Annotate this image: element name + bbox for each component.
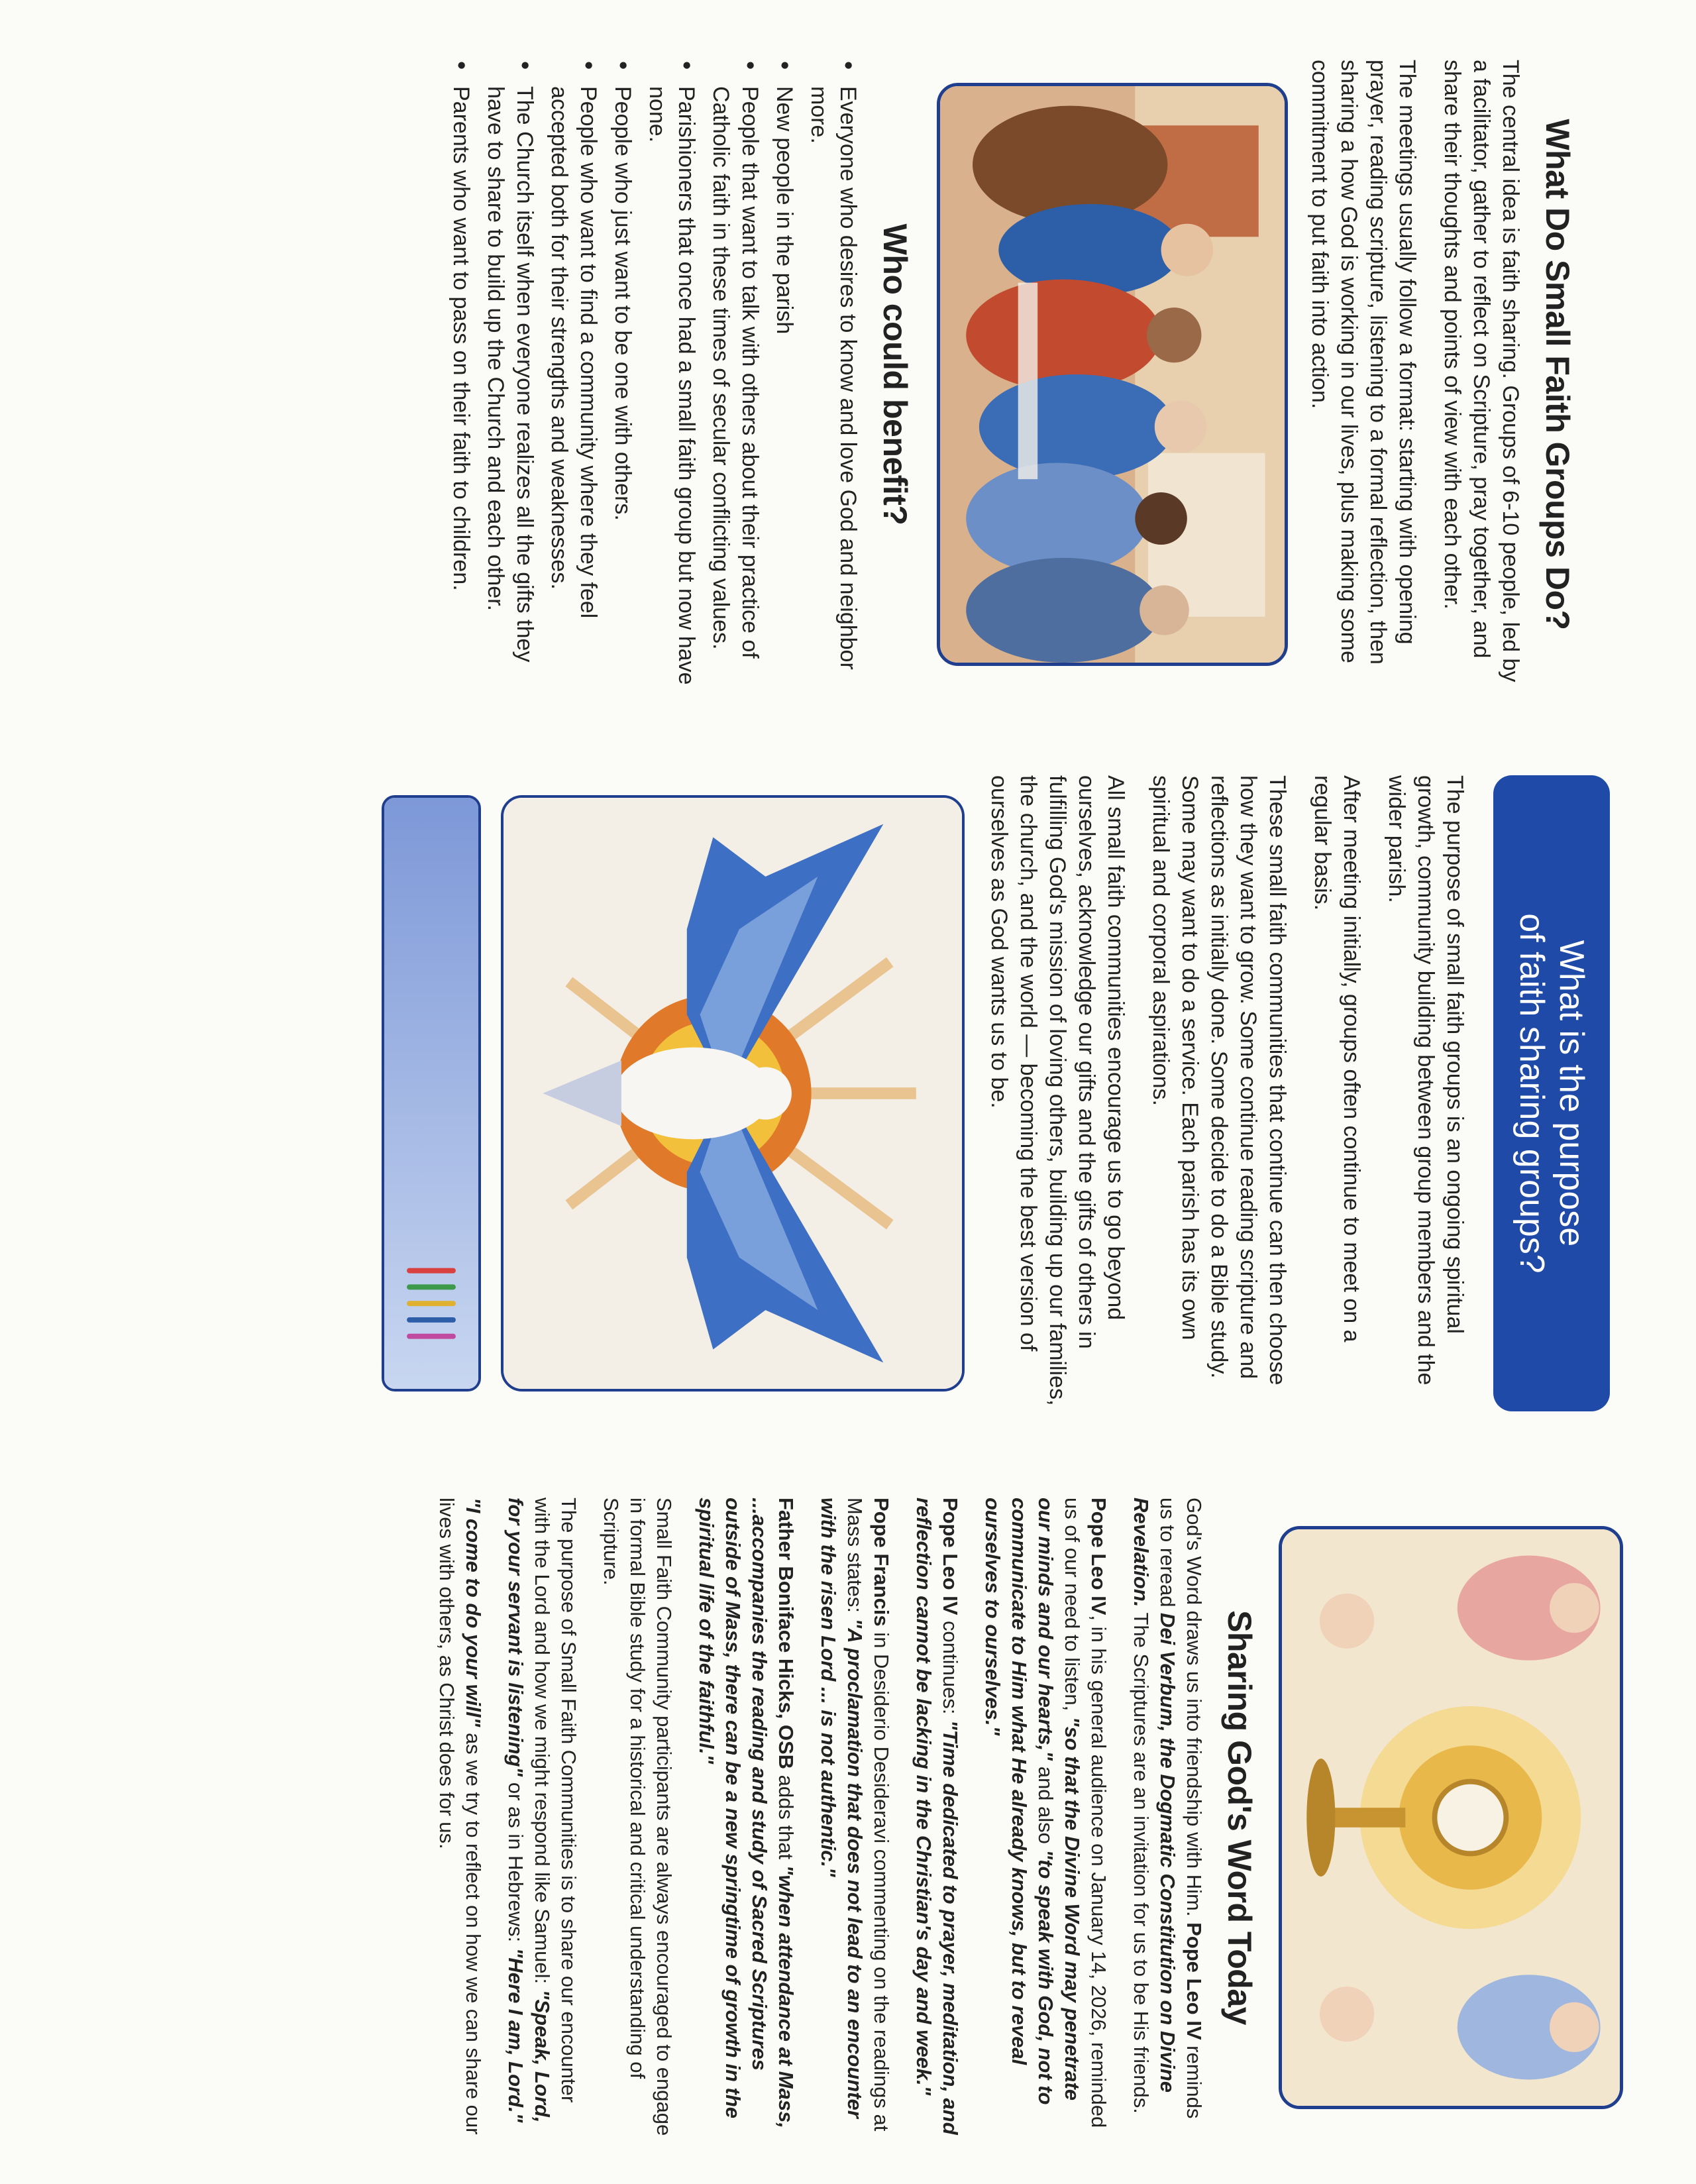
text-run: Pope Francis [870,1498,893,1627]
text-run: "Here I am, Lord." [504,1947,527,2123]
list-item: • The Church itself when everyone realizes all the gifts they have to share to build up the Church and each other. [481,86,539,689]
text-run: God's Word draws us into friendship with Him. [1183,1498,1206,1923]
text-run: adds that [774,1769,798,1865]
text-run: "I come to do your will" [462,1498,485,1727]
purpose-para-1: The purpose of small faith groups is an ongoing spiritual growth, community building between group members and the wider parish. [1384,775,1467,1386]
small-groups-heading: What Do Small Faith Groups Do? [1539,119,1576,630]
benefit-heading: Who could benefit? [876,223,914,525]
list-item: • New people in the parish [770,86,799,689]
text-run: as we try to reflect on how we can share our lives with others, as Christ does for us. [435,1498,485,2135]
people-sky-strip [382,795,481,1392]
panel-left [0,0,1696,729]
text-run: Dei Verbum, the Dogmatic Constitution on Divine Revelation. [1130,1498,1179,2093]
sharing-word-heading: Sharing God's Word Today [1221,1610,1258,2025]
purpose-para-3: These small faith communities that continue can then choose how they want to grow. Some continue reading scripture and reflections as initially done. Some decide to do a Bible study. Some may want to do a service. Each parish has its own spiritual and corporal aspirations. [1148,775,1290,1386]
text-run: "when attendance at Mass, ...accompanies the reading and study of Sacred Scriptures outside of Mass, there can be a new springtime of growth in the spiritual life of the faithful." [695,1498,798,2128]
sharing-para-5 [693,1498,799,2138]
text-run: "to speak with God, not to communicate to Him what He already knows, but to reveal ourselves to ourselves." [981,1498,1057,2105]
text-run: in Desiderio Desideravi commenting on the readings at Mass states: [843,1498,893,2132]
text-run: "so that the Divine Word may penetrate our minds and our hearts," [1034,1498,1084,2101]
text-run: or as in Hebrews: [504,1776,527,1948]
text-run: , in his general audience on January 14, 2026, reminded us of our need to listen, [1061,1498,1110,2128]
monstrance-angels [1279,1526,1623,2109]
sharing-para-8 [433,1498,486,2138]
purpose-banner-line-2: of faith sharing groups? [1512,913,1551,1274]
text-run: The purpose of Small Faith Communities is to share our encounter with the Lord and how we might respond like Samuel: [531,1498,580,2103]
list-item: • Everyone who desires to know and love God and neighbor more. [804,86,863,689]
list-item: • People who just want to be one with others. [608,86,637,689]
sharing-para-3 [910,1498,963,2138]
sharing-para-7 [502,1498,582,2138]
text-run: and also [1034,1761,1057,1850]
sharing-para-4 [815,1498,894,2138]
text-run: Pope Leo IV [1183,1922,1206,2040]
purpose-para-4: All small faith communities encourage us to go beyond ourselves, acknowledge our gifts and the gifts of others in fulfilling God's mission of loving others, building up our families, the church, and the world — becoming the best version of ourselves as God wants us to be. [986,775,1128,1406]
text-run: continues: [939,1615,962,1720]
dove-mosaic-image [504,798,962,1389]
sharing-para-2 [979,1498,1112,2138]
text-run: "Time dedicated to prayer, meditation, and reflection cannot be lacking in the Christian's day and week." [912,1498,962,2135]
purpose-banner [1493,775,1610,1411]
list-item: • Parishioners that once had a small faith group but now have none. [643,86,701,689]
sharing-para-6: Small Faith Community participants are always encouraged to engage in formal Bible study for a historical and critical understanding of Scripture. [600,1498,676,2136]
dove-mosaic [501,795,965,1392]
text-run: reminds us to reread [1156,1498,1206,2119]
panel-middle [0,729,1696,1458]
text-run: "A proclamation that does not lead to an encounter with the risen Lord ... is not authentic." [817,1498,867,2118]
small-groups-para-1: The central idea is faith sharing. Groups of 6-10 people, led by a facilitator, gather to reflect on Scripture, pray together, and share their thoughts and points of view with each other. [1440,60,1523,682]
panel-right [0,1458,1696,2184]
text-run: Pope Leo IV [939,1498,962,1615]
monstrance-angels-image [1282,1529,1620,2106]
text-run: The Scriptures are an invitation for us to be His friends. [1130,1607,1153,2114]
people-sky-strip-image [384,798,478,1389]
list-item: • People that want to talk with others about their practice of Catholic faith in these times of secular conflicting values. [706,86,765,689]
group-photo [937,83,1288,666]
text-run: "Speak, Lord, for your servant is listening" [504,1498,554,2123]
small-groups-para-2: The meetings usually follow a format: starting with opening prayer, reading scripture, listening to a formal reflection, then sharing a how God is working in our lives, plus making some commitment to put faith into action. [1307,60,1420,665]
text-run: Pope Leo IV [1087,1498,1110,1615]
group-photo-image [940,86,1285,663]
list-item: • People who want to find a community where they feel accepted both for their strengths and weaknesses. [545,86,603,689]
sharing-para-1 [1128,1498,1207,2138]
list-item: • Parents who want to pass on their faith to children. [447,86,476,689]
purpose-para-2: After meeting initially, groups often continue to meet on a regular basis. [1310,775,1364,1342]
benefit-list [447,60,863,689]
text-run: Father Boniface Hicks, OSB [774,1498,798,1770]
purpose-banner-line-1: What is the purpose [1552,940,1591,1247]
